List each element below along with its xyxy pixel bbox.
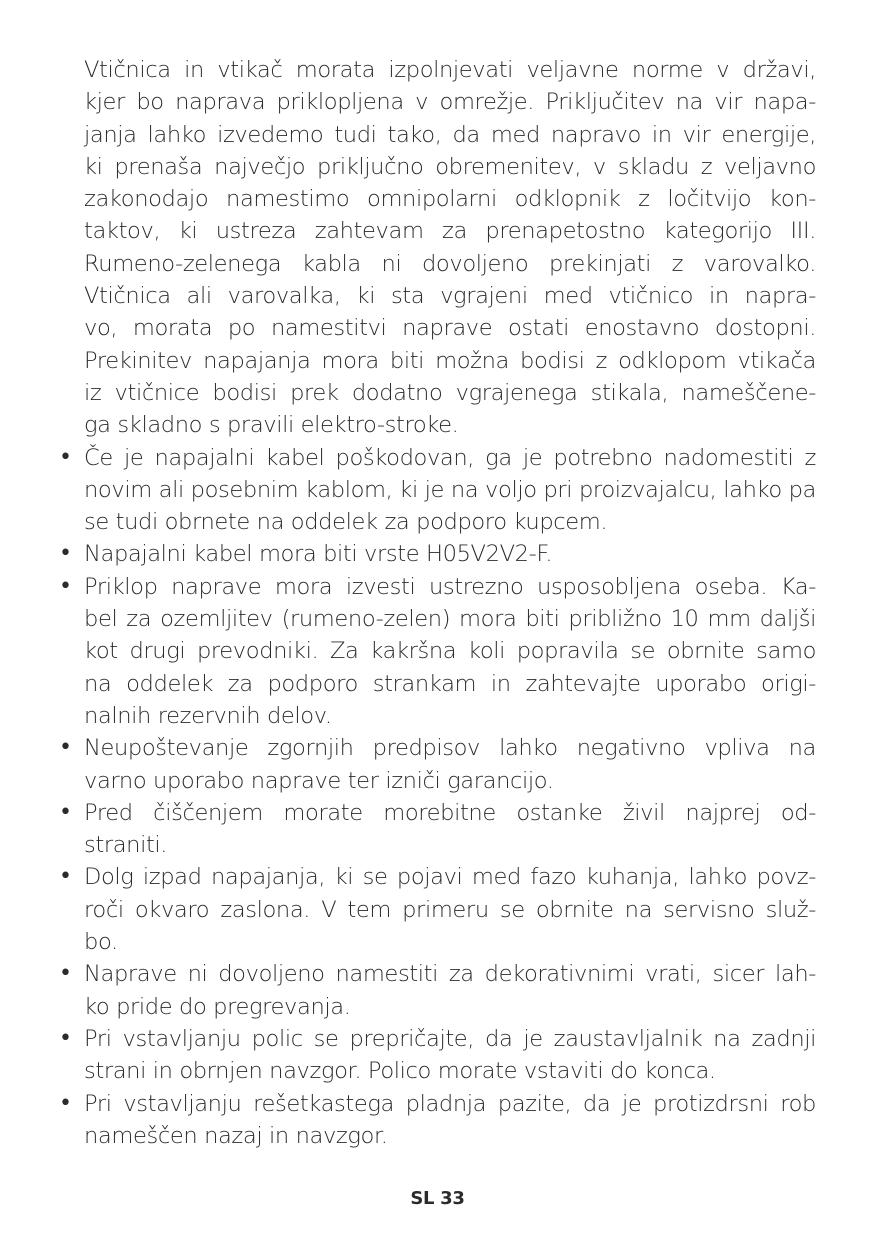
text-line: ki prenaša največjo priključno obremenitev, v skladu z veljavno [84, 153, 816, 180]
text-line: janja lahko izvedemo tudi tako, da med napravo in vir energije, [84, 121, 816, 148]
text-line: novim ali posebnim kablom, ki je na voljo pri proizvajalcu, lahko pa [84, 476, 816, 503]
text-line: Neupoštevanje zgornjih predpisov lahko negativno vpliva na [84, 735, 816, 762]
bullet-dot-icon: • [59, 444, 72, 470]
text-line: varno uporabo naprave ter izniči garancijo. [84, 767, 554, 794]
text-line: Pred čiščenjem morate morebitne ostanke živil najprej od- [84, 799, 816, 826]
text-line: roči okvaro zaslona. V tem primeru se obrnite na servisno služ- [84, 896, 816, 923]
text-line: taktov, ki ustreza zahtevam za prenapetostno kategorijo III. [84, 218, 816, 245]
text-line: bo. [84, 929, 118, 956]
text-line: Naprave ni dovoljeno namestiti za dekorativnimi vrati, sicer lah- [84, 961, 816, 988]
bullet-dot-icon: • [59, 1025, 72, 1051]
text-line: kjer bo naprava priklopljena v omrežje. Priključitev na vir napa- [84, 89, 816, 116]
bullet-dot-icon: • [59, 735, 72, 761]
bullet-item [59, 442, 816, 539]
text-line: Rumeno-zelenega kabla ni dovoljeno prekinjati z varovalko. [84, 250, 816, 277]
text-line: kot drugi prevodniki. Za kakršna koli popravila se obrnite samo [84, 638, 816, 665]
bullet-dot-icon: • [59, 573, 72, 599]
text-line: bel za ozemljitev (rumeno-zelen) mora biti približno 10 mm daljši [84, 606, 816, 633]
bullet-dot-icon: • [59, 541, 72, 567]
text-line: strani in obrnjen navzgor. Polico morate vstaviti do konca. [84, 1058, 716, 1085]
text-line: vo, morata po namestitvi naprave ostati enostavno dostopni. [84, 315, 816, 342]
bullet-list [59, 442, 816, 1153]
bullet-item [59, 861, 816, 958]
text-line: ko pride do pregrevanja. [84, 993, 351, 1020]
bullet-item [59, 571, 816, 732]
text-line: Dolg izpad napajanja, ki se pojavi med fazo kuhanja, lahko povz- [84, 864, 816, 891]
text-line: Pri vstavljanju polic se prepričajte, da je zaustavljalnik na zadnji [84, 1025, 816, 1052]
text-line: Prekinitev napajanja mora biti možna bodisi z odklopom vtikača [84, 347, 816, 374]
bullet-dot-icon: • [59, 1090, 72, 1116]
bullet-item [59, 732, 816, 797]
bullet-item [59, 958, 816, 1023]
bullet-dot-icon: • [59, 864, 72, 890]
text-line: Če je napajalni kabel poškodovan, ga je potrebno nadomestiti z [84, 444, 816, 471]
bullet-item [59, 1088, 816, 1153]
text-line: Vtičnica in vtikač morata izpolnjevati veljavne norme v državi, [84, 57, 816, 83]
text-line: iz vtičnice bodisi prek dodatno vgrajenega stikala, nameščene- [84, 379, 816, 406]
text-line: ga skladno s pravili elektro-stroke. [84, 412, 459, 439]
text-line: se tudi obrnete na oddelek za podporo kupcem. [84, 509, 608, 536]
text-line: Priklop naprave mora izvesti ustrezno usposobljena oseba. Ka- [84, 573, 816, 600]
text-line: na oddelek za podporo strankam in zahtevajte uporabo origi- [84, 670, 816, 697]
bullet-item [59, 538, 816, 570]
text-line: zakonodajo namestimo omnipolarni odklopnik z ločitvijo kon- [84, 186, 816, 213]
text-line: straniti. [84, 832, 168, 859]
bullet-dot-icon: • [59, 961, 72, 987]
bullet-dot-icon: • [59, 799, 72, 825]
text-line: Vtičnica ali varovalka, ki sta vgrajeni med vtičnico in napra- [84, 283, 816, 310]
bullet-item [59, 797, 816, 862]
text-line: Pri vstavljanju rešetkastega pladnja pazite, da je protizdrsni rob [84, 1090, 816, 1117]
page-number: SL 33 [410, 1188, 465, 1209]
text-line: nalnih rezervnih delov. [84, 702, 332, 729]
bullet-item [59, 1023, 816, 1088]
text-line: Napajalni kabel mora biti vrste H05V2V2-F. [84, 541, 553, 568]
page-content [59, 54, 816, 1152]
text-line: nameščen nazaj in navzgor. [84, 1122, 388, 1149]
intro-paragraph [84, 54, 816, 442]
